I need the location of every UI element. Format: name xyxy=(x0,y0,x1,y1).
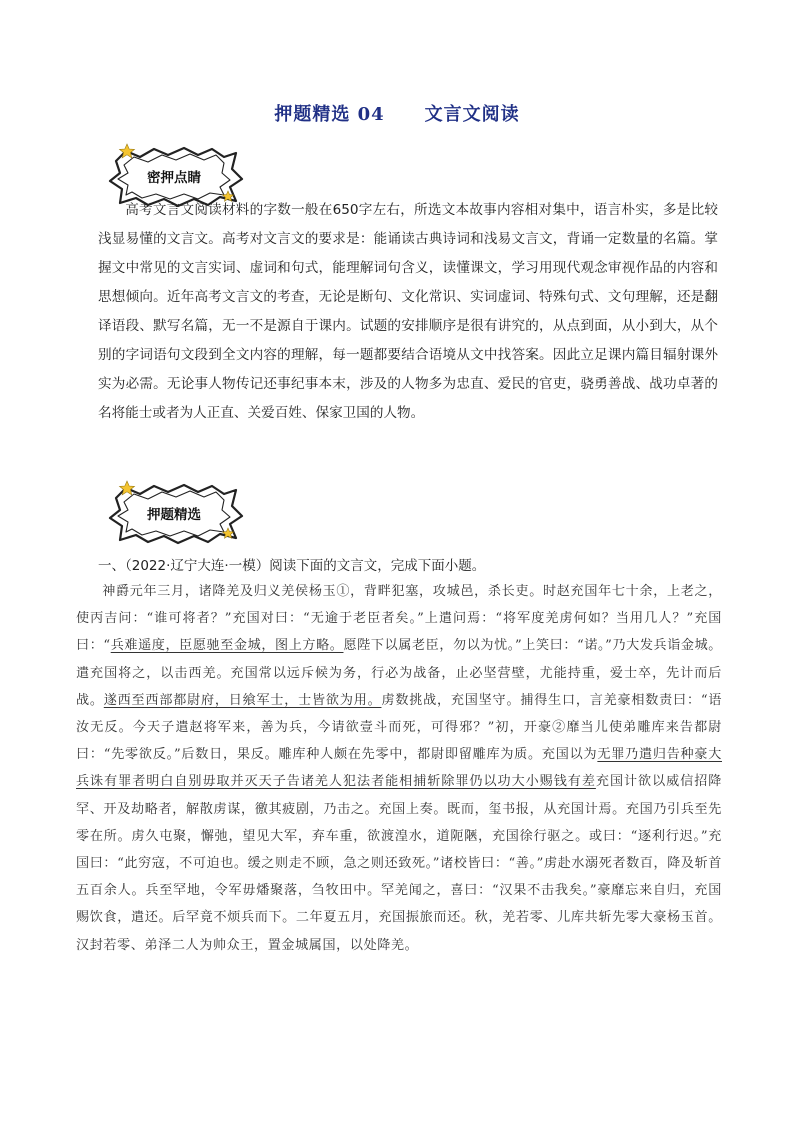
passage-text: 虏数挑战，充国坚守。捕得生口，言羌豪相数责曰：“语汝无反。今天子遣赵将军来，善为兵，今请欲壹斗而死，可得邪？”初，开豪②靡当儿使弟雕库来告都尉曰：“先零欲反。”后数日，果反。雕库种人颇在先零中，都尉即留雕库为质。充国以为 xyxy=(76,692,723,763)
badge-label: 密押点睛 xyxy=(147,170,201,186)
classical-passage xyxy=(76,578,722,959)
passage-paragraph xyxy=(76,578,722,959)
underlined-sentence-2: 遂西至西部都尉府，日飨军士，士皆欲为用。 xyxy=(103,692,382,708)
section-badge-ya-ti xyxy=(104,480,244,546)
title-right: 文言文阅读 xyxy=(424,104,520,125)
badge-label: 押题精选 xyxy=(147,507,201,523)
intro-paragraph: 高考文言文阅读材料的字数一般在650字左右，所选文本故事内容相对集中，语言朴实，多是比较浅显易懂的文言文。高考对文言文的要求是：能诵读古典诗词和浅易文言文，背诵一定数量的名篇。掌握文中常见的文言实词、虚词和句式，能理解词句含义，读懂课文，学习用现代观念审视作品的内容和思想倾向。近年高考文言文的考查，无论是断句、文化常识、实词虚词、特殊句式、文句理解，还是翻译语段、默写名篇，无一不是源自于课内。试题的安排顺序是很有讲究的，从点到面，从小到大，从个别的字词语句文段到全文内容的理解，每一题都要结合语境从文中找答案。因此立足课内篇目辐射课外实为必需。无论事人物传记还事纪事本末，涉及的人物多为忠直、爱民的官吏，骁勇善战、战功卓著的名将能士或者为人正直、关爱百姓、保家卫国的人物。 xyxy=(98,202,718,421)
question-header: 一、（2022·辽宁大连·一模）阅读下面的文言文，完成下面小题。 xyxy=(98,558,486,574)
title-left: 押题精选 04 xyxy=(274,104,385,125)
underlined-punctuation-task: 无罪乃遣归告种豪大兵诛有罪者明白自别毋取并灭天子告诸羌人犯法者能相捕斩除罪仍以功大小赐钱有差 xyxy=(76,747,722,790)
passage-text: 神爵元年三月，诸降羌及归义羌侯杨玉①，背畔犯塞，攻城邑，杀长吏。时赵充国年七十余，上老之，使丙吉问：“谁可将者？”充国对曰：“无逾于老臣者矣。”上遣问焉：“将军度羌虏何如？当用几人？”充国曰：“ xyxy=(76,584,722,654)
passage-text: 愿陛下以属老臣，勿以为忧。”上笑曰：“诺。”乃大发兵诣金城。遣充国将之，以击西羌。充国常以远斥候为务，行必为战备，止必坚营壁，尤能持重，爱士卒，先计而后战。 xyxy=(76,638,722,708)
page-title xyxy=(0,100,794,126)
underlined-sentence-1: 兵难遥度，臣愿驰至金城，图上方略。 xyxy=(110,638,344,654)
passage-text: 充国计欲以威信招降罕、开及劫略者，解散虏谋，徼其疲剧，乃击之。充国上奏。既而，玺书报，从充国计焉。充国乃引兵至先零在所。虏久屯聚，懈弛，望见大军，弃车重，欲渡湟水，道阨陿，充国徐行驱之。或曰：“逐利行迟。”充国曰：“此穷寇，不可迫也。缓之则走不顾，急之则还致死。”诸校皆曰：“善。”虏赴水溺死者数百，降及斩首五百余人。兵至罕地，令军毋燔聚落，刍牧田中。罕羌闻之，喜曰：“汉果不击我矣。”豪靡忘来自归，充国赐饮食，遣还。后罕竟不烦兵而下。二年夏五月，充国振旅而还。秋，羌若零、儿库共斩先零大豪杨玉首。汉封若零、弟泽二人为帅众王，置金城属国，以处降羌。 xyxy=(76,774,722,953)
